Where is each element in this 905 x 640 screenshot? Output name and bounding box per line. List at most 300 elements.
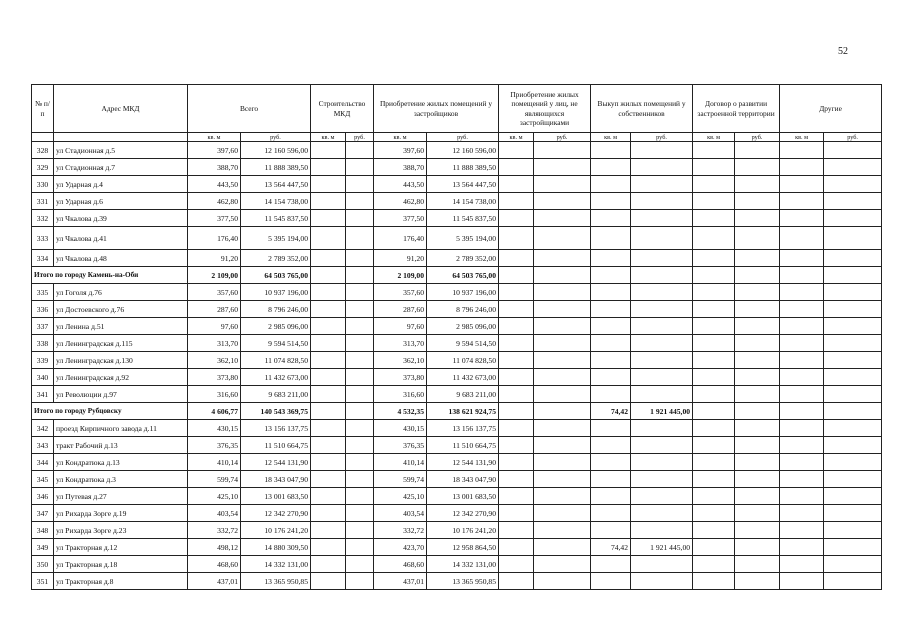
row-address: ул Чкалова д.41 xyxy=(54,227,188,250)
row-address: ул Кондратюка д.3 xyxy=(54,471,188,488)
non-developers-rub xyxy=(534,471,591,488)
total-rub: 11 510 664,75 xyxy=(241,437,311,454)
other-rub xyxy=(824,284,882,301)
developers-area: 2 109,00 xyxy=(374,267,427,284)
row-number: 328 xyxy=(32,142,54,159)
row-number: 350 xyxy=(32,556,54,573)
construction-rub xyxy=(346,352,374,369)
other-rub xyxy=(824,471,882,488)
buyout-area xyxy=(591,142,631,159)
developers-area: 176,40 xyxy=(374,227,427,250)
construction-rub xyxy=(346,403,374,420)
construction-rub xyxy=(346,159,374,176)
other-rub xyxy=(824,403,882,420)
buyout-rub: 1 921 445,00 xyxy=(631,403,693,420)
territory-rub xyxy=(735,573,780,590)
developers-rub: 12 544 131,90 xyxy=(427,454,499,471)
developers-area: 91,20 xyxy=(374,250,427,267)
table-row xyxy=(32,210,882,227)
territory-area xyxy=(693,403,735,420)
construction-rub xyxy=(346,142,374,159)
row-number: 340 xyxy=(32,369,54,386)
subtotal-row xyxy=(32,403,882,420)
non-developers-rub xyxy=(534,210,591,227)
other-area xyxy=(780,539,824,556)
territory-rub xyxy=(735,227,780,250)
table-row xyxy=(32,454,882,471)
non-developers-rub xyxy=(534,505,591,522)
table-row xyxy=(32,437,882,454)
other-rub xyxy=(824,420,882,437)
total-rub: 13 365 950,85 xyxy=(241,573,311,590)
other-area xyxy=(780,210,824,227)
non-developers-area xyxy=(499,210,534,227)
construction-area xyxy=(311,267,346,284)
table-row xyxy=(32,335,882,352)
construction-area xyxy=(311,454,346,471)
total-rub: 13 001 683,50 xyxy=(241,488,311,505)
total-area: 91,20 xyxy=(188,250,241,267)
other-area xyxy=(780,352,824,369)
developers-area: 468,60 xyxy=(374,556,427,573)
total-rub: 12 544 131,90 xyxy=(241,454,311,471)
buyout-rub xyxy=(631,573,693,590)
row-address: ул Ленинградская д.115 xyxy=(54,335,188,352)
total-rub: 13 156 137,75 xyxy=(241,420,311,437)
total-area: 4 606,77 xyxy=(188,403,241,420)
row-number: 346 xyxy=(32,488,54,505)
territory-area xyxy=(693,488,735,505)
table-row xyxy=(32,386,882,403)
row-address: ул Тракторная д.12 xyxy=(54,539,188,556)
other-rub xyxy=(824,210,882,227)
territory-rub xyxy=(735,522,780,539)
territory-area xyxy=(693,556,735,573)
non-developers-area xyxy=(499,301,534,318)
total-rub: 18 343 047,90 xyxy=(241,471,311,488)
other-area xyxy=(780,556,824,573)
total-rub: 2 789 352,00 xyxy=(241,250,311,267)
other-rub xyxy=(824,505,882,522)
buyout-rub xyxy=(631,471,693,488)
buyout-rub xyxy=(631,437,693,454)
construction-area xyxy=(311,437,346,454)
other-area xyxy=(780,488,824,505)
territory-rub xyxy=(735,420,780,437)
construction-rub xyxy=(346,505,374,522)
buyout-rub: 1 921 445,00 xyxy=(631,539,693,556)
developers-rub: 9 594 514,50 xyxy=(427,335,499,352)
developers-rub: 5 395 194,00 xyxy=(427,227,499,250)
territory-rub xyxy=(735,250,780,267)
buyout-rub xyxy=(631,386,693,403)
unit-rub: руб. xyxy=(427,133,499,142)
total-area: 332,72 xyxy=(188,522,241,539)
unit-area: кв. м xyxy=(311,133,346,142)
construction-area xyxy=(311,488,346,505)
construction-area xyxy=(311,284,346,301)
non-developers-rub xyxy=(534,250,591,267)
unit-area: кв. м xyxy=(499,133,534,142)
row-number: 332 xyxy=(32,210,54,227)
developers-area: 313,70 xyxy=(374,335,427,352)
territory-area xyxy=(693,386,735,403)
table-row xyxy=(32,227,882,250)
other-rub xyxy=(824,250,882,267)
row-address: ул Тракторная д.8 xyxy=(54,573,188,590)
construction-area xyxy=(311,573,346,590)
buyout-area xyxy=(591,369,631,386)
territory-rub xyxy=(735,505,780,522)
territory-area xyxy=(693,267,735,284)
other-area xyxy=(780,403,824,420)
territory-rub xyxy=(735,352,780,369)
buyout-rub xyxy=(631,227,693,250)
buyout-area xyxy=(591,210,631,227)
non-developers-area xyxy=(499,420,534,437)
total-area: 425,10 xyxy=(188,488,241,505)
territory-rub xyxy=(735,556,780,573)
territory-area xyxy=(693,159,735,176)
developers-area: 462,80 xyxy=(374,193,427,210)
row-address: ул Чкалова д.48 xyxy=(54,250,188,267)
other-rub xyxy=(824,318,882,335)
unit-area: кв. м xyxy=(591,133,631,142)
table-row xyxy=(32,556,882,573)
total-area: 357,60 xyxy=(188,284,241,301)
buyout-rub xyxy=(631,505,693,522)
developers-area: 403,54 xyxy=(374,505,427,522)
developers-area: 376,35 xyxy=(374,437,427,454)
buyout-area xyxy=(591,488,631,505)
non-developers-rub xyxy=(534,522,591,539)
territory-rub xyxy=(735,454,780,471)
developers-area: 397,60 xyxy=(374,142,427,159)
territory-rub xyxy=(735,488,780,505)
unit-area: кв. м xyxy=(780,133,824,142)
developers-rub: 14 154 738,00 xyxy=(427,193,499,210)
developers-area: 97,60 xyxy=(374,318,427,335)
row-address: тракт Рабочий д.13 xyxy=(54,437,188,454)
territory-rub xyxy=(735,471,780,488)
territory-rub xyxy=(735,267,780,284)
other-area xyxy=(780,193,824,210)
page-number: 52 xyxy=(838,46,848,57)
territory-rub xyxy=(735,210,780,227)
construction-rub xyxy=(346,210,374,227)
header-non-developers: Приобретение жилых помещений у лиц, не являющихся застройщиками xyxy=(499,85,591,133)
unit-rub: руб. xyxy=(346,133,374,142)
non-developers-rub xyxy=(534,193,591,210)
construction-rub xyxy=(346,193,374,210)
total-rub: 2 985 096,00 xyxy=(241,318,311,335)
buyout-rub xyxy=(631,210,693,227)
developers-rub: 12 958 864,50 xyxy=(427,539,499,556)
territory-rub xyxy=(735,301,780,318)
territory-area xyxy=(693,420,735,437)
non-developers-area xyxy=(499,471,534,488)
other-rub xyxy=(824,301,882,318)
construction-rub xyxy=(346,318,374,335)
construction-area xyxy=(311,471,346,488)
non-developers-rub xyxy=(534,176,591,193)
non-developers-area xyxy=(499,386,534,403)
developers-rub: 64 503 765,00 xyxy=(427,267,499,284)
total-area: 462,80 xyxy=(188,193,241,210)
territory-area xyxy=(693,505,735,522)
construction-area xyxy=(311,318,346,335)
non-developers-area xyxy=(499,227,534,250)
header-construction: Строительство МКД xyxy=(311,85,374,133)
construction-area xyxy=(311,505,346,522)
row-address: ул Гоголя д.76 xyxy=(54,284,188,301)
total-rub: 13 564 447,50 xyxy=(241,176,311,193)
row-address: проезд Кирпичного завода д.11 xyxy=(54,420,188,437)
buyout-area xyxy=(591,301,631,318)
row-address: ул Ленина д.51 xyxy=(54,318,188,335)
non-developers-rub xyxy=(534,556,591,573)
other-area xyxy=(780,369,824,386)
other-rub xyxy=(824,386,882,403)
construction-rub xyxy=(346,556,374,573)
buyout-area xyxy=(591,437,631,454)
construction-rub xyxy=(346,335,374,352)
unit-rub: руб. xyxy=(824,133,882,142)
territory-area xyxy=(693,352,735,369)
construction-area xyxy=(311,159,346,176)
non-developers-rub xyxy=(534,318,591,335)
total-area: 443,50 xyxy=(188,176,241,193)
territory-area xyxy=(693,142,735,159)
row-number: 348 xyxy=(32,522,54,539)
territory-rub xyxy=(735,284,780,301)
table-row xyxy=(32,250,882,267)
buyout-area xyxy=(591,267,631,284)
territory-rub xyxy=(735,369,780,386)
non-developers-rub xyxy=(534,352,591,369)
table-row xyxy=(32,369,882,386)
buyout-area: 74,42 xyxy=(591,403,631,420)
header-total: Всего xyxy=(188,85,311,133)
other-area xyxy=(780,505,824,522)
non-developers-area xyxy=(499,267,534,284)
buyout-area xyxy=(591,420,631,437)
non-developers-area xyxy=(499,556,534,573)
territory-rub xyxy=(735,437,780,454)
non-developers-area xyxy=(499,505,534,522)
construction-area xyxy=(311,403,346,420)
other-rub xyxy=(824,176,882,193)
construction-area xyxy=(311,227,346,250)
buyout-rub xyxy=(631,488,693,505)
total-rub: 11 432 673,00 xyxy=(241,369,311,386)
construction-rub xyxy=(346,227,374,250)
construction-area xyxy=(311,193,346,210)
developers-rub: 11 888 389,50 xyxy=(427,159,499,176)
construction-rub xyxy=(346,420,374,437)
non-developers-rub xyxy=(534,488,591,505)
row-number: 329 xyxy=(32,159,54,176)
total-rub: 10 937 196,00 xyxy=(241,284,311,301)
buyout-area xyxy=(591,505,631,522)
non-developers-rub xyxy=(534,420,591,437)
construction-rub xyxy=(346,284,374,301)
total-area: 410,14 xyxy=(188,454,241,471)
other-area xyxy=(780,522,824,539)
other-rub xyxy=(824,193,882,210)
construction-rub xyxy=(346,454,374,471)
row-address: ул Ударная д.4 xyxy=(54,176,188,193)
total-rub: 10 176 241,20 xyxy=(241,522,311,539)
developers-area: 423,70 xyxy=(374,539,427,556)
non-developers-rub xyxy=(534,335,591,352)
buyout-rub xyxy=(631,176,693,193)
table-row xyxy=(32,284,882,301)
buyout-area xyxy=(591,227,631,250)
developers-rub: 14 332 131,00 xyxy=(427,556,499,573)
unit-area: кв. м xyxy=(374,133,427,142)
developers-area: 332,72 xyxy=(374,522,427,539)
row-address: ул Тракторная д.18 xyxy=(54,556,188,573)
buyout-rub xyxy=(631,284,693,301)
unit-rub: руб. xyxy=(735,133,780,142)
other-area xyxy=(780,267,824,284)
non-developers-area xyxy=(499,284,534,301)
construction-rub xyxy=(346,250,374,267)
non-developers-area xyxy=(499,488,534,505)
developers-rub: 11 432 673,00 xyxy=(427,369,499,386)
developers-rub: 2 985 096,00 xyxy=(427,318,499,335)
developers-rub: 11 074 828,50 xyxy=(427,352,499,369)
non-developers-rub xyxy=(534,403,591,420)
developers-area: 443,50 xyxy=(374,176,427,193)
total-rub: 11 888 389,50 xyxy=(241,159,311,176)
table-row xyxy=(32,352,882,369)
total-area: 313,70 xyxy=(188,335,241,352)
total-area: 437,01 xyxy=(188,573,241,590)
buyout-area xyxy=(591,352,631,369)
construction-area xyxy=(311,352,346,369)
developers-rub: 12 160 596,00 xyxy=(427,142,499,159)
unit-rub: руб. xyxy=(631,133,693,142)
buyout-rub xyxy=(631,250,693,267)
buyout-area xyxy=(591,335,631,352)
construction-rub xyxy=(346,437,374,454)
total-rub: 14 880 309,50 xyxy=(241,539,311,556)
buyout-rub xyxy=(631,335,693,352)
row-number: 338 xyxy=(32,335,54,352)
unit-area: кв. м xyxy=(188,133,241,142)
buyout-rub xyxy=(631,193,693,210)
construction-area xyxy=(311,369,346,386)
territory-rub xyxy=(735,176,780,193)
construction-rub xyxy=(346,176,374,193)
non-developers-area xyxy=(499,142,534,159)
header-territory-development: Договор о развитии застроенной территории xyxy=(693,85,780,133)
buyout-area xyxy=(591,176,631,193)
header-num: № п/п xyxy=(32,85,54,133)
row-number: 344 xyxy=(32,454,54,471)
construction-area xyxy=(311,335,346,352)
developers-rub: 9 683 211,00 xyxy=(427,386,499,403)
unit-rub: руб. xyxy=(534,133,591,142)
territory-area xyxy=(693,437,735,454)
developers-area: 599,74 xyxy=(374,471,427,488)
developers-rub: 18 343 047,90 xyxy=(427,471,499,488)
non-developers-area xyxy=(499,335,534,352)
row-number: 349 xyxy=(32,539,54,556)
other-area xyxy=(780,471,824,488)
territory-area xyxy=(693,471,735,488)
other-rub xyxy=(824,352,882,369)
construction-rub xyxy=(346,522,374,539)
non-developers-rub xyxy=(534,454,591,471)
other-area xyxy=(780,284,824,301)
developers-area: 410,14 xyxy=(374,454,427,471)
developers-area: 437,01 xyxy=(374,573,427,590)
buyout-area xyxy=(591,573,631,590)
developers-rub: 13 156 137,75 xyxy=(427,420,499,437)
non-developers-rub xyxy=(534,301,591,318)
territory-area xyxy=(693,176,735,193)
total-rub: 11 074 828,50 xyxy=(241,352,311,369)
non-developers-area xyxy=(499,539,534,556)
total-rub: 9 594 514,50 xyxy=(241,335,311,352)
other-rub xyxy=(824,556,882,573)
table-body xyxy=(32,142,882,590)
buyout-area xyxy=(591,386,631,403)
territory-rub xyxy=(735,318,780,335)
territory-rub xyxy=(735,159,780,176)
territory-area xyxy=(693,539,735,556)
non-developers-rub xyxy=(534,142,591,159)
non-developers-rub xyxy=(534,267,591,284)
header-developers: Приобретение жилых помещений у застройщиков xyxy=(374,85,499,133)
developers-area: 4 532,35 xyxy=(374,403,427,420)
construction-rub xyxy=(346,386,374,403)
total-area: 388,70 xyxy=(188,159,241,176)
housing-registry-table xyxy=(31,84,882,590)
other-area xyxy=(780,159,824,176)
developers-rub: 11 510 664,75 xyxy=(427,437,499,454)
total-area: 316,60 xyxy=(188,386,241,403)
territory-rub xyxy=(735,386,780,403)
total-area: 362,10 xyxy=(188,352,241,369)
territory-rub xyxy=(735,403,780,420)
row-number: 337 xyxy=(32,318,54,335)
developers-area: 362,10 xyxy=(374,352,427,369)
developers-rub: 11 545 837,50 xyxy=(427,210,499,227)
total-area: 430,15 xyxy=(188,420,241,437)
developers-rub: 13 001 683,50 xyxy=(427,488,499,505)
total-rub: 12 342 270,90 xyxy=(241,505,311,522)
row-address: ул Революции д.97 xyxy=(54,386,188,403)
construction-area xyxy=(311,176,346,193)
construction-area xyxy=(311,210,346,227)
developers-rub: 10 937 196,00 xyxy=(427,284,499,301)
territory-area xyxy=(693,301,735,318)
total-area: 287,60 xyxy=(188,301,241,318)
total-rub: 14 332 131,00 xyxy=(241,556,311,573)
unit-rub: руб. xyxy=(241,133,311,142)
territory-rub xyxy=(735,142,780,159)
construction-rub xyxy=(346,471,374,488)
territory-area xyxy=(693,250,735,267)
buyout-area xyxy=(591,471,631,488)
buyout-area xyxy=(591,159,631,176)
total-area: 403,54 xyxy=(188,505,241,522)
developers-area: 316,60 xyxy=(374,386,427,403)
